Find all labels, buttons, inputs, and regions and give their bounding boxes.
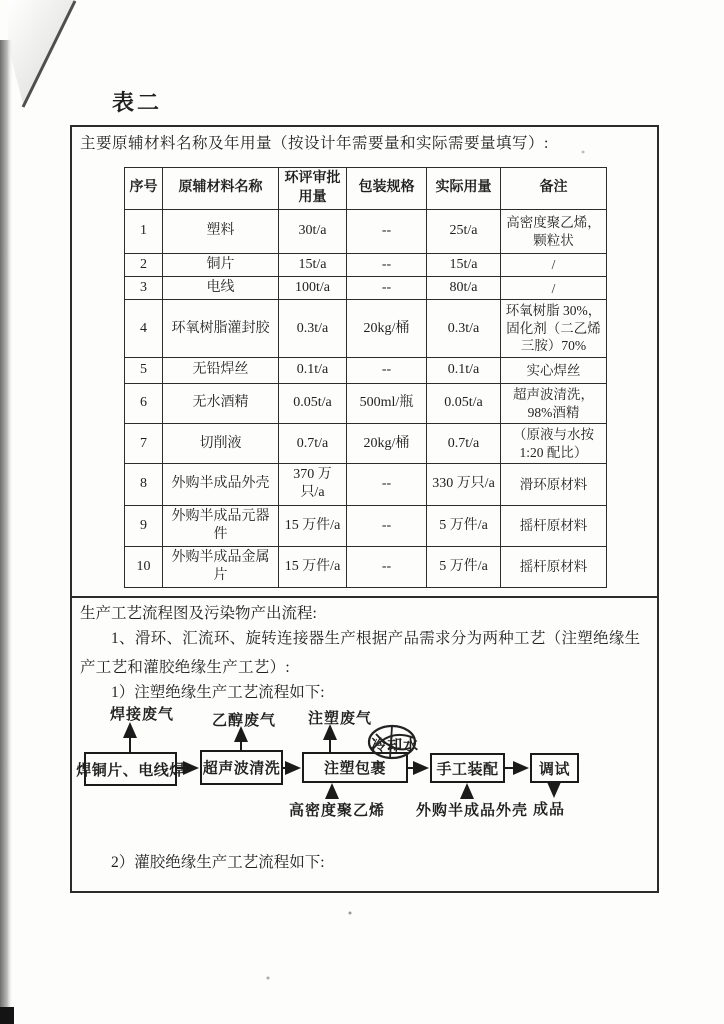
- table-cell: 15t/a: [427, 254, 501, 277]
- table-row: [125, 210, 607, 254]
- table-cell: 0.1t/a: [427, 358, 501, 384]
- table-row: [125, 546, 607, 587]
- flow-output-finished-product: 成品: [533, 802, 566, 818]
- table-cell: 0.3t/a: [427, 300, 501, 358]
- table-cell: 20kg/桶: [347, 300, 427, 358]
- process-subheading-2: 2）灌胶绝缘生产工艺流程如下:: [111, 854, 325, 871]
- flow-step-welding: 焊铜片、电线焊: [84, 752, 177, 786]
- table-cell: 5: [125, 358, 163, 384]
- table-cell: /: [501, 254, 607, 277]
- table-cell: 外购半成品元器件: [163, 505, 279, 546]
- table-cell: 滑环原材料: [501, 464, 607, 505]
- table-row: [125, 277, 607, 300]
- table-row: [125, 424, 607, 464]
- flow-step-ultrasonic-cleaning: 超声波清洗: [200, 750, 283, 785]
- flow-step-manual-assembly: 手工装配: [430, 753, 505, 783]
- table-cell: --: [347, 254, 427, 277]
- process-section-heading: 生产工艺流程图及污染物产出流程:: [80, 605, 317, 622]
- table-cell: 30t/a: [279, 210, 347, 254]
- table-cell: 超声波清洗，98%酒精: [501, 384, 607, 424]
- flow-step-debugging: 调试: [530, 753, 579, 783]
- table-cell: 20kg/桶: [347, 424, 427, 464]
- table-cell: 切削液: [163, 424, 279, 464]
- table-cell: 80t/a: [427, 277, 501, 300]
- column-header: 备注: [501, 168, 607, 210]
- table-cell: --: [347, 277, 427, 300]
- table-cell: --: [347, 358, 427, 384]
- table-cell: 1: [125, 210, 163, 254]
- flow-label-ethanol-waste-gas: 乙醇废气: [212, 713, 277, 729]
- table-cell: 3: [125, 277, 163, 300]
- table-cell: 0.1t/a: [279, 358, 347, 384]
- table-cell: 15 万件/a: [279, 546, 347, 587]
- table-cell: --: [347, 546, 427, 587]
- table-cell: /: [501, 277, 607, 300]
- flow-input-hdpe: 高密度聚乙烯: [289, 803, 386, 819]
- table-cell: 电线: [163, 277, 279, 300]
- table-cell: 塑料: [163, 210, 279, 254]
- table-row: [125, 505, 607, 546]
- table-header-row: [125, 168, 607, 210]
- page-curl-artifact: [8, 0, 76, 108]
- table-cell: 0.7t/a: [427, 424, 501, 464]
- table-cell: --: [347, 210, 427, 254]
- table-cell: 6: [125, 384, 163, 424]
- table-cell: 环氧树脂 30%，固化剂（二乙烯三胺）70%: [501, 300, 607, 358]
- table-cell: --: [347, 505, 427, 546]
- table-cell: 370 万只/a: [279, 464, 347, 505]
- table-row: [125, 384, 607, 424]
- table-cell: 500ml/瓶: [347, 384, 427, 424]
- table-cell: 4: [125, 300, 163, 358]
- scan-speck: [267, 977, 270, 980]
- table-cell: （原液与水按 1:20 配比）: [501, 424, 607, 464]
- table-cell: 15t/a: [279, 254, 347, 277]
- table-row: [125, 254, 607, 277]
- table-cell: 10: [125, 546, 163, 587]
- table-row: [125, 300, 607, 358]
- scan-edge-shadow: [0, 40, 13, 1024]
- table-cell: 摇杆原材料: [501, 505, 607, 546]
- table-cell: 外购半成品外壳: [163, 464, 279, 505]
- table-row: [125, 358, 607, 384]
- table-cell: 无水酒精: [163, 384, 279, 424]
- table-cell: 摇杆原材料: [501, 546, 607, 587]
- column-header: 环评审批用量: [279, 168, 347, 210]
- table-cell: 100t/a: [279, 277, 347, 300]
- table-cell: 15 万件/a: [279, 505, 347, 546]
- flow-label-cooling-water-crossed-out: 冷却水: [371, 738, 420, 754]
- scan-mark: [0, 1007, 14, 1024]
- table-cell: 0.3t/a: [279, 300, 347, 358]
- table-cell: 5 万件/a: [427, 546, 501, 587]
- table-cell: 8: [125, 464, 163, 505]
- table-cell: 高密度聚乙烯，颗粒状: [501, 210, 607, 254]
- table-cell: 25t/a: [427, 210, 501, 254]
- flow-label-injection-waste-gas: 注塑废气: [308, 711, 373, 727]
- process-intro-paragraph: 1、滑环、汇流环、旋转连接器生产根据产品需求分为两种工艺（注塑绝缘生产工艺和灌胶绝缘生产工艺）:: [80, 630, 641, 676]
- process-flow-diagram: [70, 698, 660, 832]
- table-cell: 无铅焊丝: [163, 358, 279, 384]
- table-row: [125, 464, 607, 505]
- materials-table: [124, 167, 607, 588]
- table-cell: 330 万只/a: [427, 464, 501, 505]
- table-cell: 0.05t/a: [279, 384, 347, 424]
- page-title: 表二: [112, 90, 163, 115]
- flow-step-injection-wrapping: 注塑包裹: [302, 752, 408, 783]
- table-cell: 9: [125, 505, 163, 546]
- table-cell: 2: [125, 254, 163, 277]
- table-cell: 环氧树脂灌封胶: [163, 300, 279, 358]
- flow-input-purchased-shell: 外购半成品外壳: [416, 803, 529, 819]
- flow-label-welding-waste-gas: 焊接废气: [110, 707, 175, 723]
- table-cell: 0.05t/a: [427, 384, 501, 424]
- table-cell: 0.7t/a: [279, 424, 347, 464]
- column-header: 实际用量: [427, 168, 501, 210]
- column-header: 包装规格: [347, 168, 427, 210]
- table-cell: 5 万件/a: [427, 505, 501, 546]
- scan-speck: [349, 912, 352, 915]
- materials-section-heading: 主要原辅材料名称及年用量（按设计年需要量和实际需要量填写）:: [80, 135, 549, 152]
- table-cell: 7: [125, 424, 163, 464]
- table-cell: 实心焊丝: [501, 358, 607, 384]
- materials-section: [70, 125, 659, 598]
- table-cell: 铜片: [163, 254, 279, 277]
- page-curl-edge: [23, 1, 75, 107]
- table-cell: --: [347, 464, 427, 505]
- table-cell: 外购半成品金属片: [163, 546, 279, 587]
- process-subheading-1: 1）注塑绝缘生产工艺流程如下:: [111, 684, 325, 701]
- column-header: 原辅材料名称: [163, 168, 279, 210]
- column-header: 序号: [125, 168, 163, 210]
